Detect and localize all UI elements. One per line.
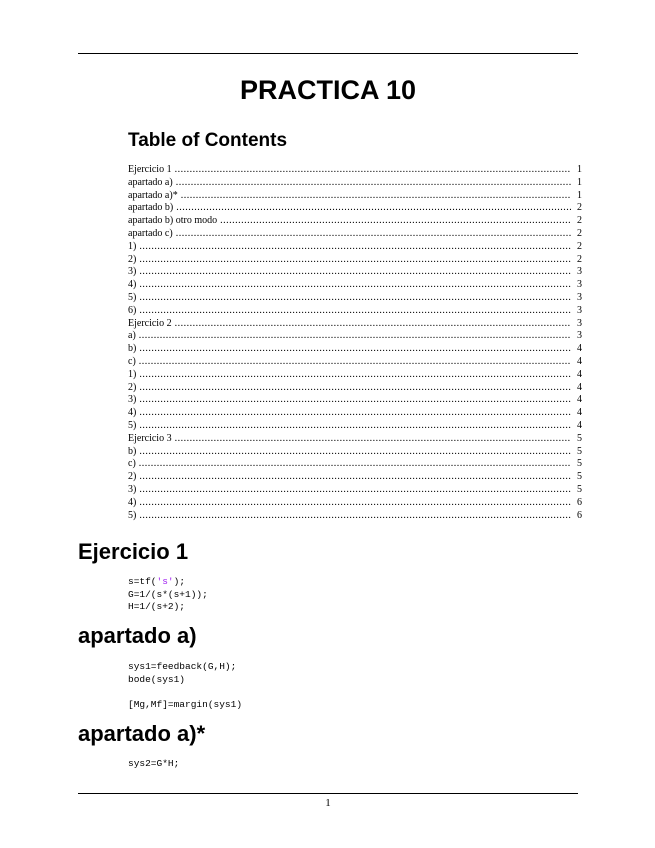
toc-entry-label: 4) bbox=[128, 279, 137, 291]
toc-entry-page: 4 bbox=[577, 368, 582, 380]
toc-leader-dots bbox=[139, 369, 571, 382]
toc-entry-label: 3) bbox=[128, 483, 137, 495]
toc-entry-page: 4 bbox=[577, 355, 582, 367]
toc-entry[interactable] bbox=[128, 330, 582, 343]
code-line: s=tf('s'); bbox=[128, 576, 186, 587]
toc-entry[interactable] bbox=[128, 343, 582, 356]
toc-entry-label: Ejercicio 2 bbox=[128, 317, 172, 329]
toc-heading: Table of Contents bbox=[128, 130, 288, 151]
toc-entry-page: 3 bbox=[577, 279, 582, 291]
toc-entry-page: 2 bbox=[577, 202, 582, 214]
code-line: bode(sys1) bbox=[128, 673, 186, 685]
toc-entry-label: Ejercicio 3 bbox=[128, 432, 172, 444]
toc-entry-label: 6) bbox=[128, 304, 137, 316]
toc-entry[interactable] bbox=[128, 228, 582, 241]
toc-leader-dots bbox=[139, 279, 571, 292]
toc-leader-dots bbox=[139, 407, 571, 420]
toc-entry-label: 2) bbox=[128, 381, 137, 393]
code-line: [Mg,Mf]=margin(sys1) bbox=[128, 698, 243, 710]
toc-entry-page: 1 bbox=[577, 164, 582, 175]
footer-rule bbox=[78, 793, 578, 794]
code-block-ejercicio-1 bbox=[128, 576, 208, 614]
table-of-contents bbox=[128, 164, 582, 522]
toc-entry-page: 4 bbox=[577, 394, 582, 406]
toc-entry[interactable] bbox=[128, 305, 582, 318]
toc-entry[interactable] bbox=[128, 510, 582, 523]
toc-entry[interactable] bbox=[128, 254, 582, 267]
toc-entry-label: 5) bbox=[128, 291, 137, 303]
toc-entry[interactable] bbox=[128, 292, 582, 305]
toc-entry-label: apartado b) otro modo bbox=[128, 215, 218, 227]
toc-entry-label: 3) bbox=[128, 394, 137, 406]
toc-entry[interactable] bbox=[128, 420, 582, 433]
toc-leader-dots bbox=[139, 241, 571, 254]
toc-leader-dots bbox=[176, 177, 571, 190]
toc-leader-dots bbox=[139, 254, 571, 267]
toc-entry-label: apartado a) bbox=[128, 176, 173, 188]
toc-entry[interactable] bbox=[128, 177, 582, 190]
toc-entry-label: a) bbox=[128, 330, 136, 342]
header-rule bbox=[78, 53, 578, 54]
toc-entry-label: 4) bbox=[128, 407, 137, 419]
code-block-apartado-a-star bbox=[128, 758, 179, 771]
toc-leader-dots bbox=[139, 330, 571, 343]
toc-leader-dots bbox=[139, 356, 571, 369]
toc-entry-page: 5 bbox=[577, 432, 582, 444]
toc-entry-label: 3) bbox=[128, 266, 137, 278]
toc-entry-page: 1 bbox=[577, 189, 582, 201]
toc-entry-label: Ejercicio 1 bbox=[128, 164, 172, 175]
toc-entry-page: 2 bbox=[577, 215, 582, 227]
toc-entry[interactable] bbox=[128, 382, 582, 395]
section-heading-apartado-a: apartado a) bbox=[78, 623, 197, 648]
toc-entry[interactable] bbox=[128, 497, 582, 510]
toc-entry-page: 3 bbox=[577, 330, 582, 342]
code-string: 's' bbox=[156, 576, 174, 587]
toc-entry-page: 3 bbox=[577, 304, 582, 316]
toc-entry[interactable] bbox=[128, 446, 582, 459]
code-block-apartado-a bbox=[128, 661, 242, 711]
toc-entry[interactable] bbox=[128, 215, 582, 228]
toc-leader-dots bbox=[139, 394, 571, 407]
toc-leader-dots bbox=[139, 458, 571, 471]
toc-entry-page: 5 bbox=[577, 445, 582, 457]
toc-entry[interactable] bbox=[128, 266, 582, 279]
toc-leader-dots bbox=[139, 497, 571, 510]
toc-entry-page: 4 bbox=[577, 419, 582, 431]
section-heading-apartado-a-star: apartado a)* bbox=[78, 721, 206, 746]
toc-entry[interactable] bbox=[128, 458, 582, 471]
toc-leader-dots bbox=[139, 343, 571, 356]
toc-leader-dots bbox=[139, 471, 571, 484]
toc-entry-page: 3 bbox=[577, 266, 582, 278]
toc-leader-dots bbox=[139, 484, 571, 497]
toc-entry-label: apartado a)* bbox=[128, 189, 178, 201]
toc-entry-label: apartado c) bbox=[128, 227, 173, 239]
toc-entry[interactable] bbox=[128, 190, 582, 203]
toc-entry-page: 5 bbox=[577, 483, 582, 495]
toc-entry-label: c) bbox=[128, 355, 136, 367]
toc-entry[interactable] bbox=[128, 394, 582, 407]
toc-entry-label: 2) bbox=[128, 471, 137, 483]
toc-entry[interactable] bbox=[128, 318, 582, 331]
toc-entry-page: 6 bbox=[577, 496, 582, 508]
toc-entry-page: 5 bbox=[577, 458, 582, 470]
toc-leader-dots bbox=[175, 433, 571, 446]
section-heading-ejercicio-1: Ejercicio 1 bbox=[78, 539, 189, 564]
toc-leader-dots bbox=[139, 266, 571, 279]
code-line: sys1=feedback(G,H); bbox=[128, 661, 237, 672]
toc-entry-label: 1) bbox=[128, 240, 137, 252]
toc-entry-page: 2 bbox=[577, 240, 582, 252]
toc-leader-dots bbox=[176, 202, 571, 215]
toc-entry[interactable] bbox=[128, 369, 582, 382]
toc-leader-dots bbox=[139, 382, 571, 395]
toc-entry-page: 2 bbox=[577, 253, 582, 265]
toc-entry-page: 5 bbox=[577, 471, 582, 483]
page-number: 1 bbox=[325, 797, 331, 809]
toc-leader-dots bbox=[220, 215, 571, 228]
toc-entry-label: 1) bbox=[128, 368, 137, 380]
toc-entry-label: 2) bbox=[128, 253, 137, 265]
toc-entry-page: 4 bbox=[577, 407, 582, 419]
toc-entry-label: 5) bbox=[128, 419, 137, 431]
code-line: sys2=G*H; bbox=[128, 758, 180, 769]
toc-entry[interactable] bbox=[128, 471, 582, 484]
toc-entry-label: c) bbox=[128, 458, 136, 470]
toc-entry[interactable] bbox=[128, 484, 582, 497]
toc-entry-label: 5) bbox=[128, 509, 137, 521]
toc-leader-dots bbox=[175, 318, 571, 331]
toc-entry[interactable] bbox=[128, 407, 582, 420]
toc-leader-dots bbox=[139, 292, 571, 305]
toc-leader-dots bbox=[176, 228, 571, 241]
code-line: G=1/(s*(s+1)); bbox=[128, 588, 208, 600]
toc-entry[interactable] bbox=[128, 433, 582, 446]
document-title: PRACTICA 10 bbox=[239, 75, 417, 105]
toc-entry[interactable] bbox=[128, 164, 582, 177]
toc-entry-page: 3 bbox=[577, 317, 582, 329]
code-line: H=1/(s+2); bbox=[128, 601, 186, 612]
toc-leader-dots bbox=[139, 510, 571, 523]
toc-entry-label: 4) bbox=[128, 496, 137, 508]
toc-leader-dots bbox=[139, 446, 571, 459]
toc-entry[interactable] bbox=[128, 279, 582, 292]
toc-entry-page: 4 bbox=[577, 381, 582, 393]
toc-entry-label: apartado b) bbox=[128, 202, 174, 214]
toc-leader-dots bbox=[181, 190, 571, 203]
toc-entry-page: 2 bbox=[577, 227, 582, 239]
toc-leader-dots bbox=[175, 164, 571, 177]
toc-leader-dots bbox=[139, 305, 571, 318]
toc-entry-label: b) bbox=[128, 343, 137, 355]
toc-entry-label: b) bbox=[128, 445, 137, 457]
toc-entry-page: 3 bbox=[577, 291, 582, 303]
toc-entry[interactable] bbox=[128, 241, 582, 254]
toc-entry-page: 4 bbox=[577, 343, 582, 355]
toc-entry-page: 6 bbox=[577, 509, 582, 521]
toc-entry-page: 1 bbox=[577, 176, 582, 188]
toc-entry[interactable] bbox=[128, 202, 582, 215]
toc-leader-dots bbox=[139, 420, 571, 433]
toc-entry[interactable] bbox=[128, 356, 582, 369]
